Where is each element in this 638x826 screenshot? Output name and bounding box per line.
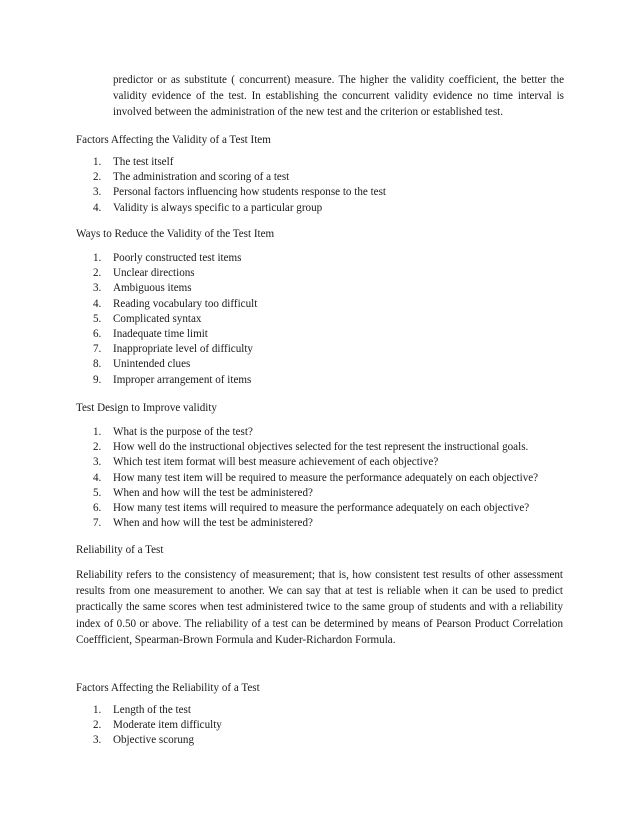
heading-validity-factors: Factors Affecting the Validity of a Test Item: [76, 134, 271, 146]
heading-reliability: Reliability of a Test: [76, 544, 164, 556]
heading-test-design: Test Design to Improve validity: [76, 402, 217, 414]
heading-reliability-factors: Factors Affecting the Reliability of a Test: [76, 682, 260, 694]
list-item: 4. Reading vocabulary too difficult: [93, 297, 258, 310]
list-item: 2. Moderate item difficulty: [93, 719, 222, 732]
list-item: 6. How many test items will required to measure the performance adequately on each objective?: [93, 501, 530, 514]
list-item: 2. Unclear directions: [93, 267, 195, 280]
list-item: 7. Inappropriate level of difficulty: [93, 343, 253, 356]
list-item: 3. Ambiguous items: [93, 282, 192, 295]
list-reliability-factors: [93, 703, 222, 749]
list-item: 2. The administration and scoring of a test: [93, 171, 290, 184]
list-item: 1. What is the purpose of the test?: [93, 426, 253, 438]
list-item: 1. Poorly constructed test items: [93, 252, 242, 264]
list-item: 3. Personal factors influencing how students response to the test: [93, 186, 386, 199]
intro-paragraph: predictor or as substitute ( concurrent) measure. The higher the validity coefficient, the better the validity evidence of the test. In establishing the concurrent validity evidence no time interval is involved between the administration of the new test and the criterion or established test.: [113, 74, 564, 118]
list-item: 7. When and how will the test be administered?: [93, 517, 313, 530]
list-item: 1. The test itself: [93, 156, 174, 168]
list-item: 6. Inadequate time limit: [93, 327, 208, 340]
list-item: 4. How many test item will be required to measure the performance adequately on each objective?: [93, 471, 539, 484]
list-test-design: [93, 425, 538, 531]
list-item: 5. When and how will the test be administered?: [93, 486, 313, 499]
list-item: 9. Improper arrangement of items: [93, 373, 252, 386]
reliability-paragraph: Reliability refers to the consistency of measurement; that is, how consistent test results of other assessment results from one measurement to another. We can say that at test is reliable when it can be used to predict practically the same scores when test administered twice to the same group of students and with a reliability index of 0.50 or above. The reliability of a test can be determined by means of Pearson Product Correlation Coeffficient, Spearman-Brown Formula and Kuder-Richardon Formula.: [76, 569, 563, 646]
list-reduce-validity: [93, 251, 257, 388]
list-item: 5. Complicated syntax: [93, 312, 202, 325]
heading-reduce-validity: Ways to Reduce the Validity of the Test Item: [76, 228, 275, 240]
list-item: 1. Length of the test: [93, 704, 191, 716]
list-item: 8. Unintended clues: [93, 358, 191, 371]
list-validity-factors: [93, 155, 386, 216]
list-item: 3. Which test item format will best measure achievement of each objective?: [93, 456, 439, 469]
list-item: 2. How well do the instructional objectives selected for the test represent the instructional goals.: [93, 441, 529, 454]
list-item: 3. Objective scorung: [93, 734, 195, 747]
list-item: 4. Validity is always specific to a particular group: [93, 201, 323, 214]
